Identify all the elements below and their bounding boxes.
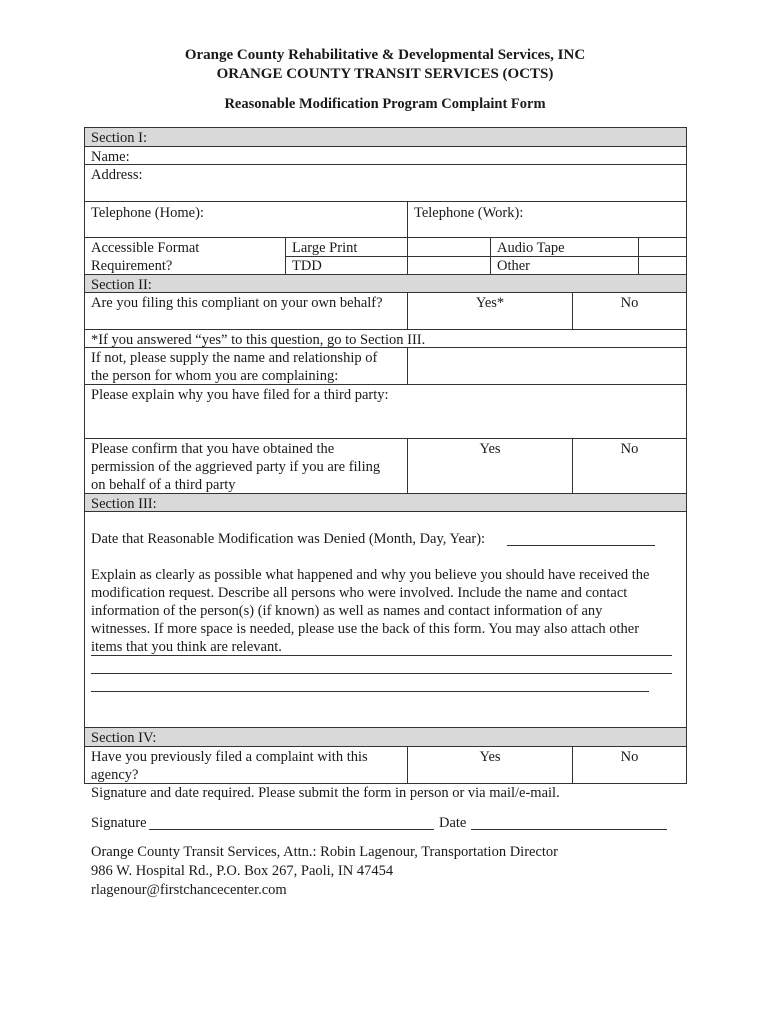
section-4-title: Section IV:: [91, 730, 157, 746]
section-1-header: [85, 128, 686, 147]
previous-no-label: No: [620, 749, 639, 765]
mailing-address-line-2: 986 W. Hospital Rd., P.O. Box 267, Paoli, IN 47454: [91, 863, 394, 879]
previous-yes-label: Yes: [479, 749, 501, 765]
permission-yes-option[interactable]: [407, 439, 572, 493]
telephone-row: [85, 202, 686, 238]
date-label: Date: [439, 815, 467, 831]
previous-complaint-question: [85, 747, 407, 783]
previous-complaint-line-2: agency?: [91, 767, 139, 783]
relationship-field[interactable]: [407, 348, 686, 384]
permission-no-label: No: [620, 441, 639, 457]
option-other: Other: [497, 258, 531, 274]
section-2-header: [85, 275, 686, 293]
signature-field[interactable]: [149, 829, 434, 830]
explain-line-3: information of the person(s) (if known) as well as names and contact information of any: [91, 603, 603, 619]
option-large-print: Large Print: [292, 240, 358, 256]
previous-no-option[interactable]: [572, 747, 686, 783]
option-tdd: TDD: [292, 258, 322, 274]
own-behalf-yes-label: Yes*: [475, 295, 505, 311]
permission-line-1: Please confirm that you have obtained the: [91, 441, 335, 457]
permission-row: [85, 439, 686, 494]
date-field[interactable]: [471, 829, 667, 830]
explain-answer-line-2[interactable]: [91, 673, 672, 674]
section-2-title: Section II:: [91, 277, 152, 293]
explain-answer-line-1[interactable]: [91, 655, 672, 656]
format-label-line-1: Accessible Format: [91, 240, 200, 256]
complaint-form: [84, 127, 687, 784]
option-audio-tape: Audio Tape: [497, 240, 565, 256]
permission-question: [85, 439, 407, 493]
previous-yes-option[interactable]: [407, 747, 572, 783]
third-party-question: Please explain why you have filed for a third party:: [91, 387, 389, 403]
format-options-right: [490, 238, 638, 274]
section-3-header: [85, 494, 686, 512]
accessible-format-label: [85, 238, 285, 274]
org-name: Orange County Rehabilitative & Developmental Services, INC: [184, 47, 586, 63]
format-label-line-2: Requirement?: [91, 258, 173, 274]
form-title: Reasonable Modification Program Complaint Form: [224, 96, 546, 112]
contact-email: rlagenour@firstchancecenter.com: [91, 882, 287, 898]
format-options-left: [285, 238, 407, 274]
explain-line-5: items that you think are relevant.: [91, 639, 282, 655]
checkbox-column-right[interactable]: [638, 238, 686, 274]
previous-complaint-line-1: Have you previously filed a complaint with this: [91, 749, 368, 765]
section-1-title: Section I:: [91, 130, 147, 146]
explain-instructions: [91, 566, 681, 656]
permission-line-3: on behalf of a third party: [91, 477, 236, 493]
permission-line-2: permission of the aggrieved party if you are filing: [91, 459, 381, 475]
relationship-line-1: If not, please supply the name and relationship of: [91, 350, 378, 366]
explain-line-4: witnesses. If more space is needed, please use the back of this form. You may also attach other: [91, 621, 640, 637]
previous-complaint-row: [85, 747, 686, 783]
own-behalf-no-label: No: [620, 295, 639, 311]
date-denied-label: Date that Reasonable Modification was Denied (Month, Day, Year):: [91, 531, 486, 547]
relationship-line-2: the person for whom you are complaining:: [91, 368, 339, 384]
name-row[interactable]: [85, 147, 686, 165]
permission-yes-label: Yes: [479, 441, 501, 457]
address-label: Address:: [91, 167, 143, 183]
checkbox-column-left[interactable]: [407, 238, 490, 274]
section-3-note: *If you answered “yes” to this question, go to Section III.: [91, 332, 426, 348]
signature-note: Signature and date required. Please submit the form in person or via mail/e-mail.: [91, 785, 560, 801]
relationship-label: [85, 348, 407, 384]
telephone-home-field[interactable]: [85, 202, 407, 237]
signature-label: Signature: [91, 815, 147, 831]
third-party-row[interactable]: [85, 385, 686, 439]
own-behalf-row: [85, 293, 686, 330]
telephone-work-field[interactable]: [407, 202, 686, 237]
telephone-home-label: Telephone (Home):: [91, 205, 204, 221]
accessible-format-row: [85, 238, 686, 275]
section-3-body: [85, 512, 686, 728]
section-3-title: Section III:: [91, 496, 157, 512]
explain-line-2: modification request. Describe all persons who were involved. Include the name and contact: [91, 585, 628, 601]
own-behalf-no-option[interactable]: [572, 293, 686, 329]
date-denied-field[interactable]: [507, 545, 655, 546]
mailing-address-line-1: Orange County Transit Services, Attn.: Robin Lagenour, Transportation Director: [91, 844, 559, 860]
name-label: Name:: [91, 149, 130, 165]
own-behalf-yes-option[interactable]: [407, 293, 572, 329]
note-row: [85, 330, 686, 348]
explain-answer-line-3[interactable]: [91, 691, 649, 692]
agency-name: ORANGE COUNTY TRANSIT SERVICES (OCTS): [216, 66, 554, 82]
relationship-row: [85, 348, 686, 385]
telephone-work-label: Telephone (Work):: [414, 205, 524, 221]
section-4-header: [85, 728, 686, 747]
explain-line-1: Explain as clearly as possible what happened and why you believe you should have received the: [91, 567, 650, 583]
permission-no-option[interactable]: [572, 439, 686, 493]
address-row[interactable]: [85, 165, 686, 202]
own-behalf-question: Are you filing this compliant on your own behalf?: [91, 295, 383, 311]
